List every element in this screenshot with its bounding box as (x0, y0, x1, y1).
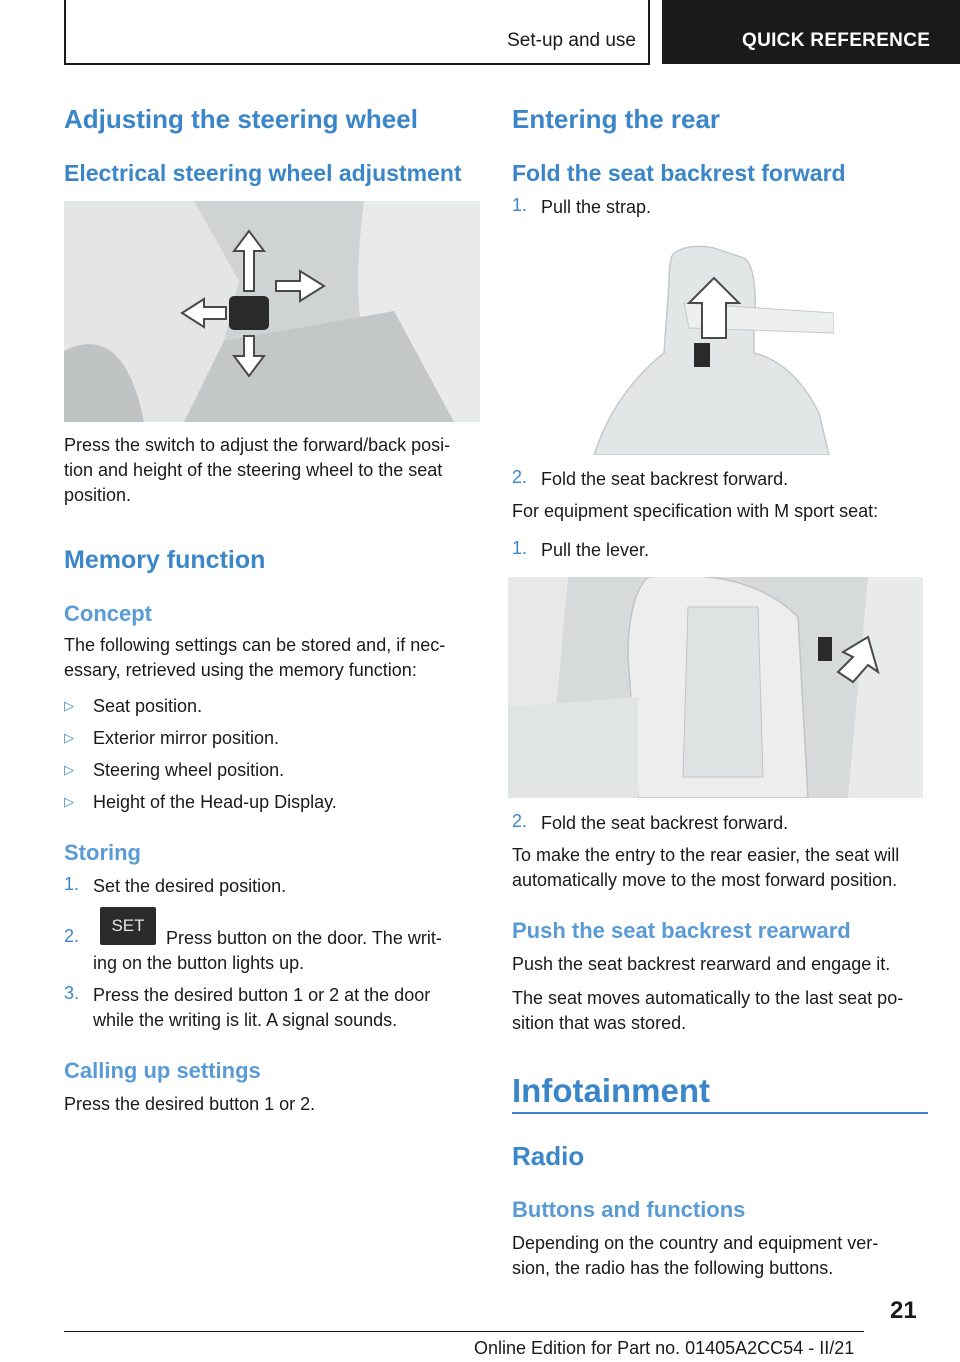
heading-push-backrest: Push the seat backrest rearward (512, 918, 851, 943)
bullet-marker: ▷ (64, 794, 74, 809)
page-number: 21 (890, 1297, 917, 1324)
storing-step-2-line-1: Press button on the door. The writ- (166, 928, 442, 948)
heading-memory-function: Memory function (64, 546, 266, 574)
step-number: 2. (64, 926, 80, 946)
concept-text-line-2: essary, retrieved using the memory function: (64, 660, 417, 680)
m-sport-step-2: Fold the seat backrest forward. (541, 813, 789, 833)
bullet-mirror-position: Exterior mirror position. (93, 728, 280, 748)
buttons-text-line-2: sion, the radio has the following buttons. (512, 1258, 834, 1278)
heading-concept: Concept (64, 601, 152, 626)
step-number: 1. (512, 195, 528, 215)
m-sport-step-1: Pull the lever. (541, 540, 650, 560)
step-number: 2. (512, 467, 528, 487)
steering-text-line-2: tion and height of the steering wheel to the seat (64, 460, 443, 480)
entry-text-line-1: To make the entry to the rear easier, the seat will (512, 845, 900, 865)
heading-electrical-adjustment: Electrical steering wheel adjustment (64, 160, 462, 186)
steering-text-line-1: Press the switch to adjust the forward/back posi- (64, 435, 451, 455)
entry-text-line-2: automatically move to the most forward position. (512, 870, 898, 890)
buttons-text-line-1: Depending on the country and equipment ver- (512, 1233, 879, 1253)
header-rule-left (64, 0, 66, 64)
storing-step-3-line-1: Press the desired button 1 or 2 at the door (93, 985, 431, 1005)
push-text: Push the seat backrest rearward and engage it. (512, 954, 891, 974)
bullet-seat-position: Seat position. (93, 696, 203, 716)
steering-text-line-3: position. (64, 485, 132, 505)
bullet-marker: ▷ (64, 762, 74, 777)
concept-text-line-1: The following settings can be stored and, if nec- (64, 635, 446, 655)
fold-step-2: Fold the seat backrest forward. (541, 469, 789, 489)
infotainment-rule (512, 1112, 928, 1114)
footer-rule (64, 1331, 864, 1332)
bullet-marker: ▷ (64, 730, 74, 745)
seat-strap-figure (594, 243, 834, 455)
storing-step-2-line-2: ing on the button lights up. (93, 953, 305, 973)
bullet-steering-position: Steering wheel position. (93, 760, 285, 780)
header-rule-bottom (64, 63, 650, 65)
heading-buttons-functions: Buttons and functions (512, 1197, 746, 1222)
storing-step-3-line-2: while the writing is lit. A signal sounds. (93, 1010, 398, 1030)
moves-text-line-2: sition that was stored. (512, 1013, 687, 1033)
step-number: 3. (64, 983, 80, 1003)
heading-adjusting-steering-wheel: Adjusting the steering wheel (64, 104, 418, 134)
step-number: 1. (512, 538, 528, 558)
heading-storing: Storing (64, 840, 141, 865)
heading-calling-up-settings: Calling up settings (64, 1058, 261, 1083)
set-button-icon: SET (100, 907, 156, 945)
bullet-hud-height: Height of the Head-up Display. (93, 792, 337, 812)
calling-text: Press the desired button 1 or 2. (64, 1094, 316, 1114)
steering-wheel-figure (64, 201, 480, 422)
fold-step-1: Pull the strap. (541, 197, 652, 217)
equipment-text: For equipment specification with M sport seat: (512, 501, 879, 521)
m-sport-seat-figure (508, 577, 923, 798)
heading-radio: Radio (512, 1141, 585, 1171)
storing-step-1: Set the desired position. (93, 876, 287, 896)
quick-reference-tab[interactable] (662, 0, 960, 64)
quick-reference-label: QUICK REFERENCE (742, 30, 931, 51)
step-number: 2. (512, 811, 528, 831)
step-number: 1. (64, 874, 80, 894)
heading-infotainment: Infotainment (512, 1072, 710, 1109)
moves-text-line-1: The seat moves automatically to the last seat po- (512, 988, 904, 1008)
heading-entering-rear: Entering the rear (512, 104, 721, 134)
bullet-marker: ▷ (64, 698, 74, 713)
heading-fold-backrest: Fold the seat backrest forward (512, 160, 846, 186)
footer-edition: Online Edition for Part no. 01405A2CC54 - II/21 (474, 1338, 855, 1358)
section-title: Set-up and use (507, 30, 636, 51)
header-rule-right (648, 0, 650, 64)
